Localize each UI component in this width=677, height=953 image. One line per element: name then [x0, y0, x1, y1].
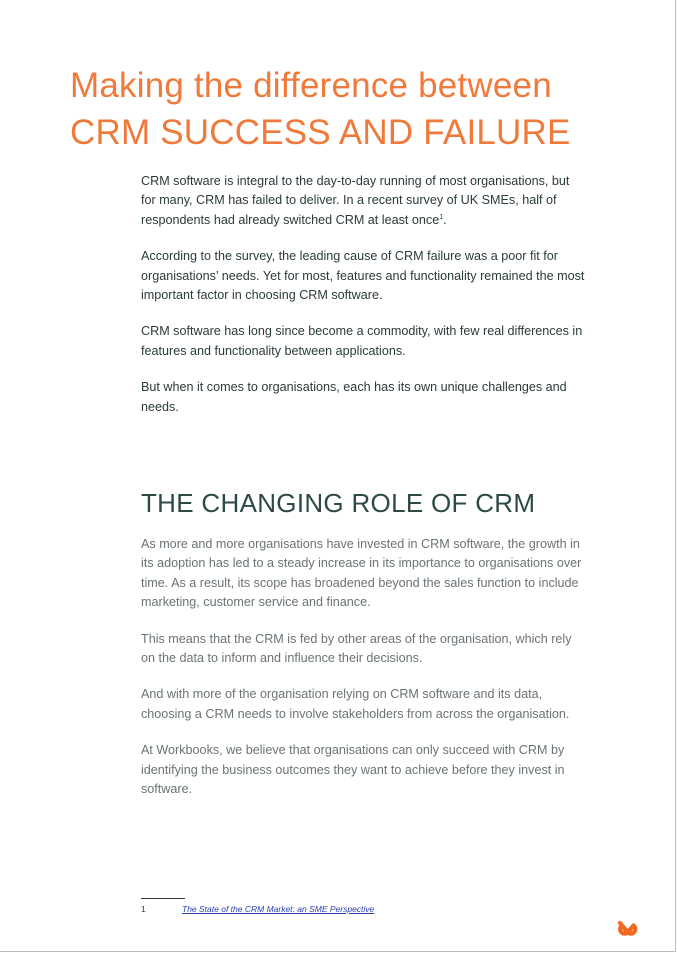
- changing-role-section: [141, 535, 586, 816]
- footnote: [141, 903, 374, 915]
- footnote-divider: [141, 898, 185, 899]
- intro-paragraph-2: According to the survey, the leading cause of CRM failure was a poor fit for organisations’ needs. Yet for most, features and functionality remained the most important factor in choosing CRM software.: [141, 249, 585, 303]
- role-paragraph-2: This means that the CRM is fed by other areas of the organisation, which rely on the data to inform and influence their decisions.: [141, 631, 572, 666]
- role-paragraph-1: As more and more organisations have invested in CRM software, the growth in its adoption has led to a steady increase in its importance to organisations over time. As a result, its scope has broadened beyond the sales function to include marketing, customer service and finance.: [141, 537, 582, 610]
- page-title: [70, 62, 660, 156]
- intro-paragraph-3: CRM software has long since become a commodity, with few real differences in features and functionality between applications.: [141, 324, 583, 358]
- footnote-link[interactable]: The State of the CRM Market: an SME Perspective: [182, 904, 375, 914]
- intro-paragraph-1-end: .: [443, 212, 447, 227]
- workbooks-logo-icon: [611, 917, 645, 939]
- role-paragraph-3: And with more of the organisation relying on CRM software and its data, choosing a CRM needs to involve stakeholders from across the organisation.: [141, 687, 570, 721]
- intro-paragraph-1: [141, 172, 586, 230]
- page-title-line-1: Making the difference between: [70, 66, 552, 105]
- footnote-number: 1: [141, 904, 146, 914]
- intro-paragraph-1-text: CRM software is integral to the day-to-day running of most organisations, but for many, CRM has failed to deliver. In a recent survey of UK SMEs, half of respondents had already switched CRM at least once: [141, 174, 570, 227]
- section-heading: THE CHANGING ROLE OF CRM: [141, 488, 536, 518]
- role-paragraph-4: At Workbooks, we believe that organisations can only succeed with CRM by identifying the business outcomes they want to achieve before they invest in software.: [141, 743, 565, 797]
- intro-paragraph-4: But when it comes to organisations, each has its own unique challenges and needs.: [141, 380, 567, 414]
- footnote-reference[interactable]: 1: [439, 213, 444, 221]
- page-title-line-2: CRM SUCCESS AND FAILURE: [70, 113, 571, 152]
- intro-section: [141, 172, 586, 434]
